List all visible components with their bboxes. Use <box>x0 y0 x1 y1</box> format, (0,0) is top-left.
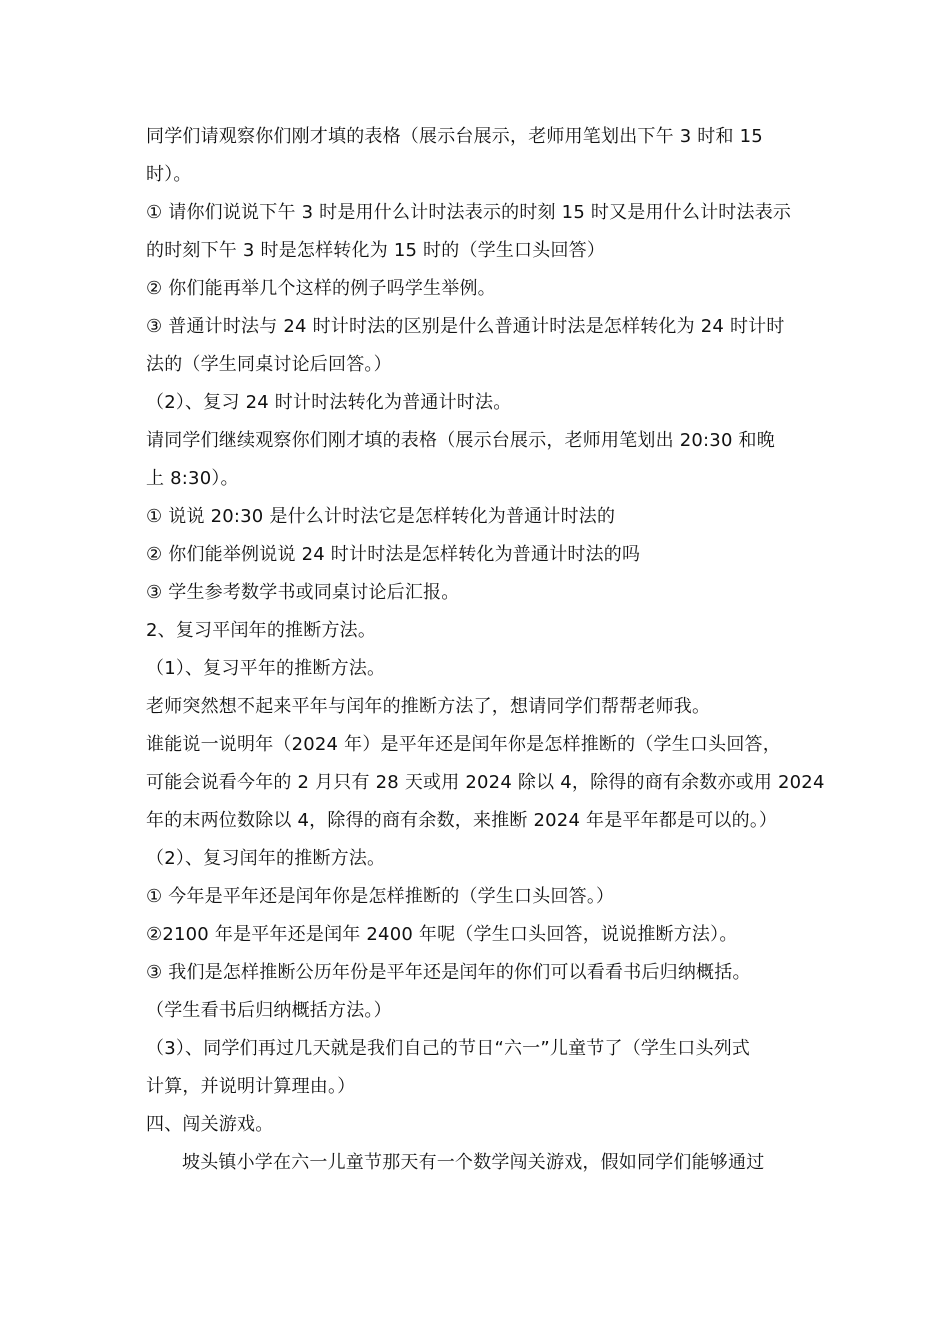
text-line: 请同学们继续观察你们刚才填的表格（展示台展示，老师用笔划出 20:30 和晚 <box>146 430 775 451</box>
text-line: ① 今年是平年还是闰年你是怎样推断的（学生口头回答。） <box>146 886 615 907</box>
text-line: （2）、复习 24 时计时法转化为普通计时法。 <box>146 392 512 413</box>
subsection-heading: （2）、复习闰年的推断方法。 <box>146 848 386 869</box>
text-line: 计算，并说明计算理由。） <box>146 1076 356 1097</box>
document-body <box>146 118 825 1182</box>
text-line: 时）。 <box>146 164 192 185</box>
text-line: 的时刻下午 3 时是怎样转化为 15 时的（学生口头回答） <box>146 240 606 261</box>
text-line: 法的（学生同桌讨论后回答。） <box>146 354 392 375</box>
text-line: ② 你们能再举几个这样的例子吗学生举例。 <box>146 278 496 299</box>
text-line: 同学们请观察你们刚才填的表格（展示台展示，老师用笔划出下午 3 时和 15 <box>146 126 763 147</box>
subsection-heading: （1）、复习平年的推断方法。 <box>146 658 386 679</box>
text-line: ③ 普通计时法与 24 时计时法的区别是什么普通计时法是怎样转化为 24 时计时 <box>146 316 785 337</box>
section-heading: 四、闯关游戏。 <box>146 1114 274 1135</box>
text-line: 年的末两位数除以 4，除得的商有余数，来推断 2024 年是平年都是可以的。） <box>146 810 778 831</box>
text-line: ③ 我们是怎样推断公历年份是平年还是闰年的你们可以看看书后归纳概括。 <box>146 962 751 983</box>
text-line: 老师突然想不起来平年与闰年的推断方法了，想请同学们帮帮老师我。 <box>146 696 711 717</box>
text-line: ② 你们能举例说说 24 时计时法是怎样转化为普通计时法的吗 <box>146 544 641 565</box>
section-heading: 2、复习平闰年的推断方法。 <box>146 620 377 641</box>
text-line: （学生看书后归纳概括方法。） <box>146 1000 392 1021</box>
text-line: 可能会说看今年的 2 月只有 28 天或用 2024 除以 4，除得的商有余数亦或用 2024 <box>146 772 825 793</box>
text-line: 上 8:30）。 <box>146 468 239 489</box>
text-line: ③ 学生参考数学书或同桌讨论后汇报。 <box>146 582 460 603</box>
text-line: （3）、同学们再过几天就是我们自己的节日“六一”儿童节了（学生口头列式 <box>146 1038 751 1059</box>
text-line: ① 请你们说说下午 3 时是用什么计时法表示的时刻 15 时又是用什么计时法表示 <box>146 202 792 223</box>
paragraph-first-line: 坡头镇小学在六一儿童节那天有一个数学闯关游戏，假如同学们能够通过 <box>182 1152 765 1173</box>
text-line: 谁能说一说明年（2024 年）是平年还是闰年你是怎样推断的（学生口头回答， <box>146 734 781 755</box>
text-line: ① 说说 20:30 是什么计时法它是怎样转化为普通计时法的 <box>146 506 616 527</box>
text-line: ②2100 年是平年还是闰年 2400 年呢（学生口头回答，说说推断方法）。 <box>146 924 738 945</box>
